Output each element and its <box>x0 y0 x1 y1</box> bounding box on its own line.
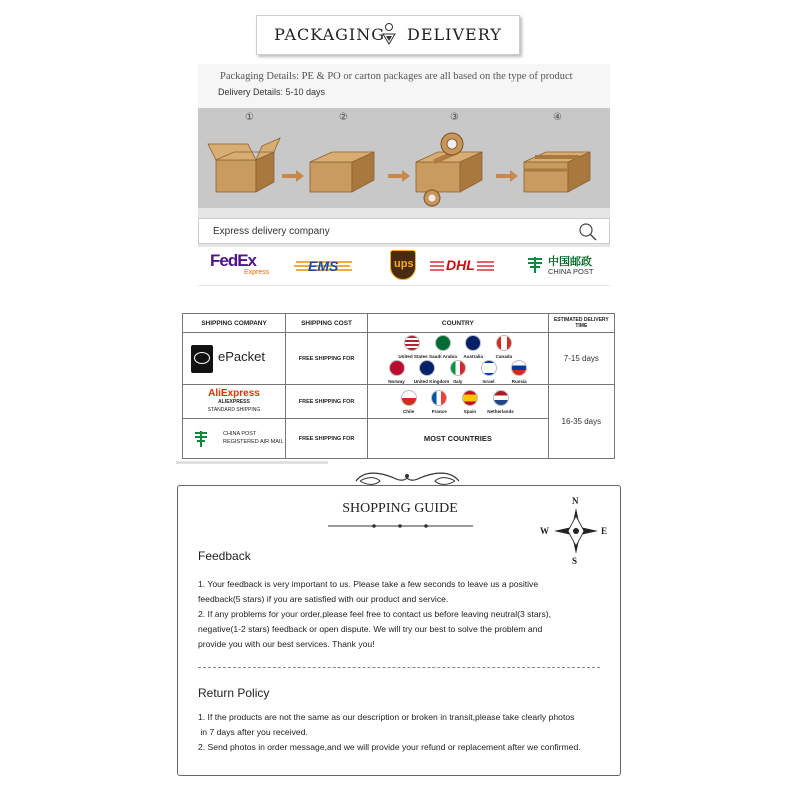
flag-canada-icon <box>496 335 512 351</box>
feedback-line: 1. Your feedback is very important to us. Please take a few seconds to leave us a positive <box>198 579 539 589</box>
packaging-delivery-banner <box>256 15 520 55</box>
return-policy-heading: Return Policy <box>198 686 270 700</box>
return-line: 1. If the products are not the same as our description or broken in transit,please take clearly photos <box>198 712 575 722</box>
dhl-logo <box>430 257 496 275</box>
feedback-line: provide you with our best services. Thank you! <box>198 639 375 649</box>
title-underline-icon <box>328 523 473 529</box>
country-item: Netherlands <box>487 390 514 414</box>
country-item: Chile <box>395 390 422 414</box>
compass-s: S <box>572 556 578 566</box>
country-item: United States <box>398 335 425 359</box>
flag-italy-icon <box>450 360 466 376</box>
epacket-name: ePacket <box>218 348 265 364</box>
step-number-3: ③ <box>450 112 459 123</box>
country-item: Israel <box>475 360 502 384</box>
flag-russia-icon <box>511 360 527 376</box>
return-line: 2. Send photos in order message,and we will provide your refund or replacement after we confirmed. <box>198 742 581 752</box>
epacket-company-cell <box>183 333 286 385</box>
delivery-time-16-35: 16-35 days <box>548 385 614 459</box>
feedback-line: feedback(5 stars) if you are satisfied with our product and service. <box>198 594 449 604</box>
china-post-row-service: REGISTERED AIR MAIL <box>223 438 284 445</box>
ems-logo <box>294 259 354 275</box>
header-country: COUNTRY <box>368 314 549 333</box>
country-item: France <box>426 390 453 414</box>
packaging-panel <box>198 64 610 286</box>
china-post-emblem-icon <box>193 429 209 449</box>
express-delivery-label: Express delivery company <box>213 226 330 237</box>
carrier-logos <box>198 247 610 285</box>
open-box-icon <box>208 138 280 192</box>
epacket-cost: FREE SHIPPING FOR <box>286 333 368 385</box>
ems-name: EMS <box>308 258 339 274</box>
country-item: Russia <box>506 360 533 384</box>
feedback-line: 2. If any problems for your order,please feel free to contact us before leaving neutral(3 stars), <box>198 609 552 619</box>
feedback-line: negative(1-2 stars) feedback or open dispute. We will try our best to solve the problem and <box>198 624 543 634</box>
china-post-sub: CHINA POST <box>548 267 594 276</box>
search-icon <box>577 222 599 242</box>
table-row-epacket <box>183 333 615 385</box>
aliexpress-cost: FREE SHIPPING FOR <box>286 385 368 419</box>
step-number-4: ④ <box>553 112 562 123</box>
delivery-time-7-15: 7-15 days <box>548 333 614 385</box>
express-delivery-bar <box>198 218 610 244</box>
country-item: Australia <box>460 335 487 359</box>
most-countries: MOST COUNTRIES <box>368 419 549 459</box>
compass-e: E <box>601 526 608 536</box>
aliexpress-name: ALIEXPRESS <box>218 398 250 405</box>
flag-norway-icon <box>389 360 405 376</box>
china-post-company-cell <box>183 419 286 459</box>
compass-rose-icon <box>552 506 600 556</box>
banner-title-left: PACKAGING <box>274 25 386 44</box>
feedback-heading: Feedback <box>198 549 251 563</box>
aliexpress-logo: AliExpress <box>208 387 260 399</box>
shipping-table <box>182 313 615 458</box>
packaging-steps-band <box>198 108 610 208</box>
divider <box>176 461 328 464</box>
flag-saudi-icon <box>435 335 451 351</box>
country-item: Italy <box>444 360 471 384</box>
compass-n: N <box>572 496 579 506</box>
country-item: Spain <box>456 390 483 414</box>
return-line: in 7 days after you received. <box>198 727 308 737</box>
flag-us-icon <box>404 335 420 351</box>
flag-uk-icon <box>419 360 435 376</box>
country-item: Saudi Arabia <box>429 335 456 359</box>
header-shipping-company: SHIPPING COMPANY <box>183 314 286 333</box>
country-item: United Kingdom <box>414 360 441 384</box>
aliexpress-company-cell <box>183 385 286 419</box>
country-item: Canada <box>490 335 517 359</box>
fedex-name: FedEx <box>210 251 257 270</box>
header-estimated-delivery: ESTIMATED DELIVERY TIME <box>548 314 614 333</box>
flag-france-icon <box>431 390 447 406</box>
ups-logo <box>390 250 416 280</box>
aliexpress-service: STANDARD SHIPPING <box>207 406 261 413</box>
epacket-countries <box>368 333 549 385</box>
china-post-emblem-icon <box>526 255 544 275</box>
flag-netherlands-icon <box>493 390 509 406</box>
sealed-box-icon <box>524 152 590 192</box>
banner-title-right: DELIVERY <box>407 25 502 44</box>
ornament-icon <box>381 22 397 48</box>
step-arrow-2 <box>388 170 410 182</box>
ups-name: ups <box>394 258 414 270</box>
compass <box>540 496 608 566</box>
step-arrow-3 <box>496 170 518 182</box>
compass-w: W <box>540 526 549 536</box>
dhl-name: DHL <box>446 257 475 273</box>
closed-box-icon <box>310 152 374 192</box>
flag-chile-icon <box>401 390 417 406</box>
china-post-row-name: CHINA POST <box>223 430 257 437</box>
step-arrow-1 <box>282 170 304 182</box>
packaging-details-area <box>198 64 610 108</box>
table-row-aliexpress <box>183 385 615 419</box>
header-shipping-cost: SHIPPING COST <box>286 314 368 333</box>
china-post-name: 中国邮政 <box>548 256 592 268</box>
step-number-1: ① <box>245 112 254 123</box>
packaging-details-text: Packaging Details: PE & PO or carton packages are all based on the type of product <box>220 71 573 82</box>
taping-box-icon <box>416 133 482 206</box>
epacket-logo-icon <box>191 345 213 373</box>
step-number-2: ② <box>339 112 348 123</box>
return-policy-text <box>198 710 581 755</box>
china-post-cost: FREE SHIPPING FOR <box>286 419 368 459</box>
country-item: Norway <box>383 360 410 384</box>
shopping-guide-title: SHOPPING GUIDE <box>342 501 458 516</box>
flag-australia-icon <box>465 335 481 351</box>
aliexpress-countries <box>368 385 549 419</box>
feedback-text <box>198 577 551 652</box>
flag-israel-icon <box>481 360 497 376</box>
dashed-separator <box>198 667 600 668</box>
fedex-logo <box>210 251 270 276</box>
flag-spain-icon <box>462 390 478 406</box>
shopping-guide-panel <box>177 485 621 776</box>
packaging-steps-illustration <box>198 108 610 208</box>
fedex-sub: Express <box>244 269 270 276</box>
delivery-details-text: Delivery Details: 5-10 days <box>218 87 326 97</box>
